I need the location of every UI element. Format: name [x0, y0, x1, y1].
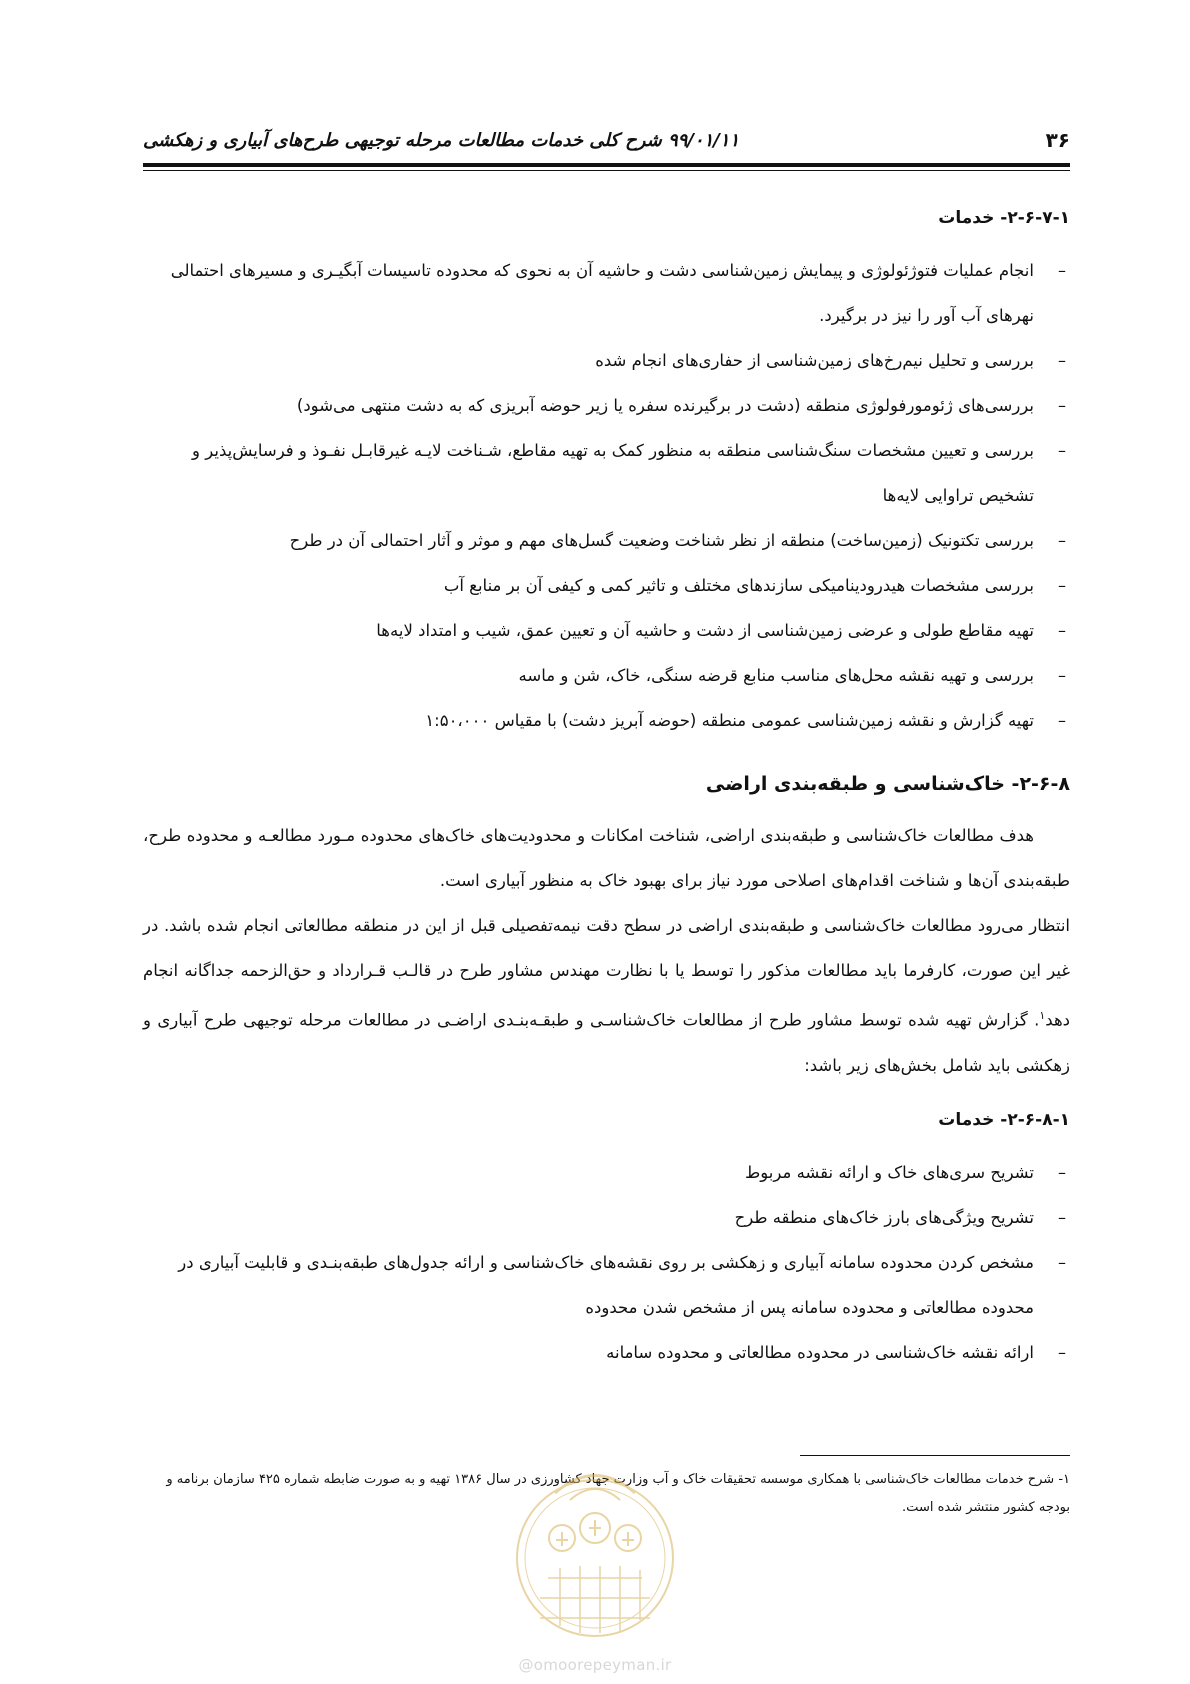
footnote-separator: [800, 1455, 1070, 1456]
footnote-reference[interactable]: ۱: [1039, 1009, 1046, 1022]
bullet-dash: –: [1058, 1252, 1066, 1272]
list-item-text: تهیه مقاطع طولی و عرضی زمین‌شناسی از دشت و حاشیه آن و تعیین عمق، شیب و امتداد لایه‌ها: [376, 621, 1034, 640]
footnote: ۱- شرح خدمات مطالعات خاک‌شناسی با همکاری موسسه تحقیقات خاک و آب وزارت جهاد کشاورزی در سال ۱۳۸۶ تهیه و به صورت ضابطه شماره ۴۲۵ سازمان برنامه و بودجه کشور منتشر شده است.: [166, 1472, 1070, 1515]
list-item-text: بررسی و تحلیل نیم‌رخ‌های زمین‌شناسی از حفاری‌های انجام شده: [595, 351, 1034, 370]
list-item-text: تشریح ویژگی‌های بارز خاک‌های منطقه طرح: [734, 1207, 1034, 1227]
bullet-dash: –: [1058, 396, 1066, 415]
list-item: [143, 1240, 1070, 1330]
section-heading-geology-services: ۲-۶-۷-۱- خدمات: [938, 208, 1070, 228]
bullet-dash: –: [1058, 261, 1066, 280]
page-number: ۳۶: [1045, 128, 1070, 152]
soil-paragraph-2-text-b: . گزارش تهیه شده توسط مشاور طرح از مطالعات خاک‌شناسـی و طبقـه‌بنـدی اراضـی در مطالعات مرحله توجیهی طرح آبیاری و زهکشی باید شامل بخش‌های زیر باشد:: [143, 1010, 1070, 1075]
list-item-text: مشخص کردن محدوده سامانه آبیاری و زهکشی بر روی نقشه‌های خاک‌شناسی و ارائه جدول‌های طبقه‌بنـدی و قابلیت آبیاری در محدوده مطالعاتی و محدوده سامانه پس از مشخص شدن محدوده: [178, 1252, 1034, 1317]
section-heading-soil-services: ۲-۶-۸-۱- خدمات: [938, 1109, 1070, 1130]
bullet-dash: –: [1058, 1342, 1066, 1362]
header-rule: [143, 163, 1070, 167]
bullet-dash: –: [1058, 351, 1066, 370]
list-item-text: بررسی و تهیه نقشه محل‌های مناسب منابع قرضه سنگی، خاک، شن و ماسه: [518, 666, 1034, 685]
section-heading-soil: ۲-۶-۸- خاک‌شناسی و طبقه‌بندی اراضی: [705, 773, 1070, 795]
bullet-dash: –: [1058, 531, 1066, 550]
bullet-dash: –: [1058, 711, 1066, 730]
soil-paragraph-2-text-a: انتظار می‌رود مطالعات خاک‌شناسی و طبقه‌بندی اراضی در سطح دقت نیمه‌تفصیلی قبل از این در منطقه مطالعاتی انجام شده باشد. در غیر این صورت، کارفرما باید مطالعات مذکور را توسط یا با نظارت مهندس مشاور طرح در قالـب قـرارداد و حق‌الزحمه جداگانه انجام دهد: [143, 916, 1070, 1030]
list-item: [143, 563, 1070, 608]
list-item: [143, 1195, 1070, 1240]
soil-paragraph-1: هدف مطالعات خاک‌شناسی و طبقه‌بندی اراضی، شناخت امکانات و محدودیت‌های خاک‌های محدوده مـورد مطالعـه و محدوده طرح، طبقه‌بندی آن‌ها و شناخت اقدام‌های اصلاحی مورد نیاز برای بهبود خاک به منظور آبیاری است.: [143, 826, 1070, 890]
list-item-text: بررسی و تعیین مشخصات سنگ‌شناسی منطقه به منظور کمک به تهیه مقاطع، شـناخت لایـه غیرقابـل نفـوذ و فرسایش‌پذیر و تشخیص تراوایی لایه‌ها: [192, 441, 1034, 505]
spacer: [143, 743, 1070, 757]
list-item: [143, 608, 1070, 653]
list-item: [143, 653, 1070, 698]
bullet-dash: –: [1058, 441, 1066, 460]
page-content: [143, 208, 1070, 1375]
list-item-text: بررسی تکتونیک (زمین‌ساخت) منطقه از نظر شناخت وضعیت گسل‌های مهم و موثر و آثار احتمالی آن در طرح: [289, 531, 1034, 550]
list-item: [143, 1150, 1070, 1195]
list-item-text: ارائه نقشه خاک‌شناسی در محدوده مطالعاتی و محدوده سامانه: [606, 1342, 1034, 1362]
spacer: [143, 1088, 1070, 1110]
watermark-logo: [500, 1448, 690, 1680]
geology-services-list: [143, 248, 1070, 743]
watermark-url[interactable]: @omoorepeyman.ir: [518, 1656, 672, 1674]
list-item: [143, 428, 1070, 518]
list-item-text: تهیه گزارش و نقشه زمین‌شناسی عمومی منطقه (حوضه آبریز دشت) با مقیاس ۱:۵۰،۰۰۰: [425, 711, 1034, 730]
watermark-seal-icon: [500, 1448, 690, 1648]
bullet-dash: –: [1058, 621, 1066, 640]
list-item: [143, 518, 1070, 563]
list-item: [143, 1330, 1070, 1375]
bullet-dash: –: [1058, 576, 1066, 595]
page-header: [143, 128, 1070, 158]
soil-services-list: [143, 1150, 1070, 1375]
bullet-dash: –: [1058, 1207, 1066, 1227]
soil-paragraph-2: [143, 903, 1070, 1088]
list-item-text: تشریح سری‌های خاک و ارائه نقشه مربوط: [745, 1162, 1034, 1182]
list-item: [143, 248, 1070, 338]
list-item-text: انجام عملیات فتوژئولوژی و پیمایش زمین‌شناسی دشت و حاشیه آن به نحوی که محدوده تاسیسات آبگیـری و مسیرهای احتمالی نهرهای آب آور را نیز در برگیرد.: [170, 261, 1034, 325]
header-rule-thin: [143, 170, 1070, 171]
bullet-dash: –: [1058, 1162, 1066, 1182]
header-title: ۹۹/۰۱/۱۱ شرح کلی خدمات مطالعات مرحله توجیهی طرح‌های آبیاری و زهکشی: [143, 130, 740, 151]
list-item-text: بررسی‌های ژئومورفولوژی منطقه (دشت در برگیرنده سفره یا زیر حوضه آبریزی که به دشت منتهی می‌شود): [296, 396, 1034, 415]
list-item-text: بررسی مشخصات هیدرودینامیکی سازندهای مختلف و تاثیر کمی و کیفی آن بر منابع آب: [443, 576, 1034, 595]
list-item: [143, 383, 1070, 428]
list-item: [143, 338, 1070, 383]
bullet-dash: –: [1058, 666, 1066, 685]
list-item: [143, 698, 1070, 743]
